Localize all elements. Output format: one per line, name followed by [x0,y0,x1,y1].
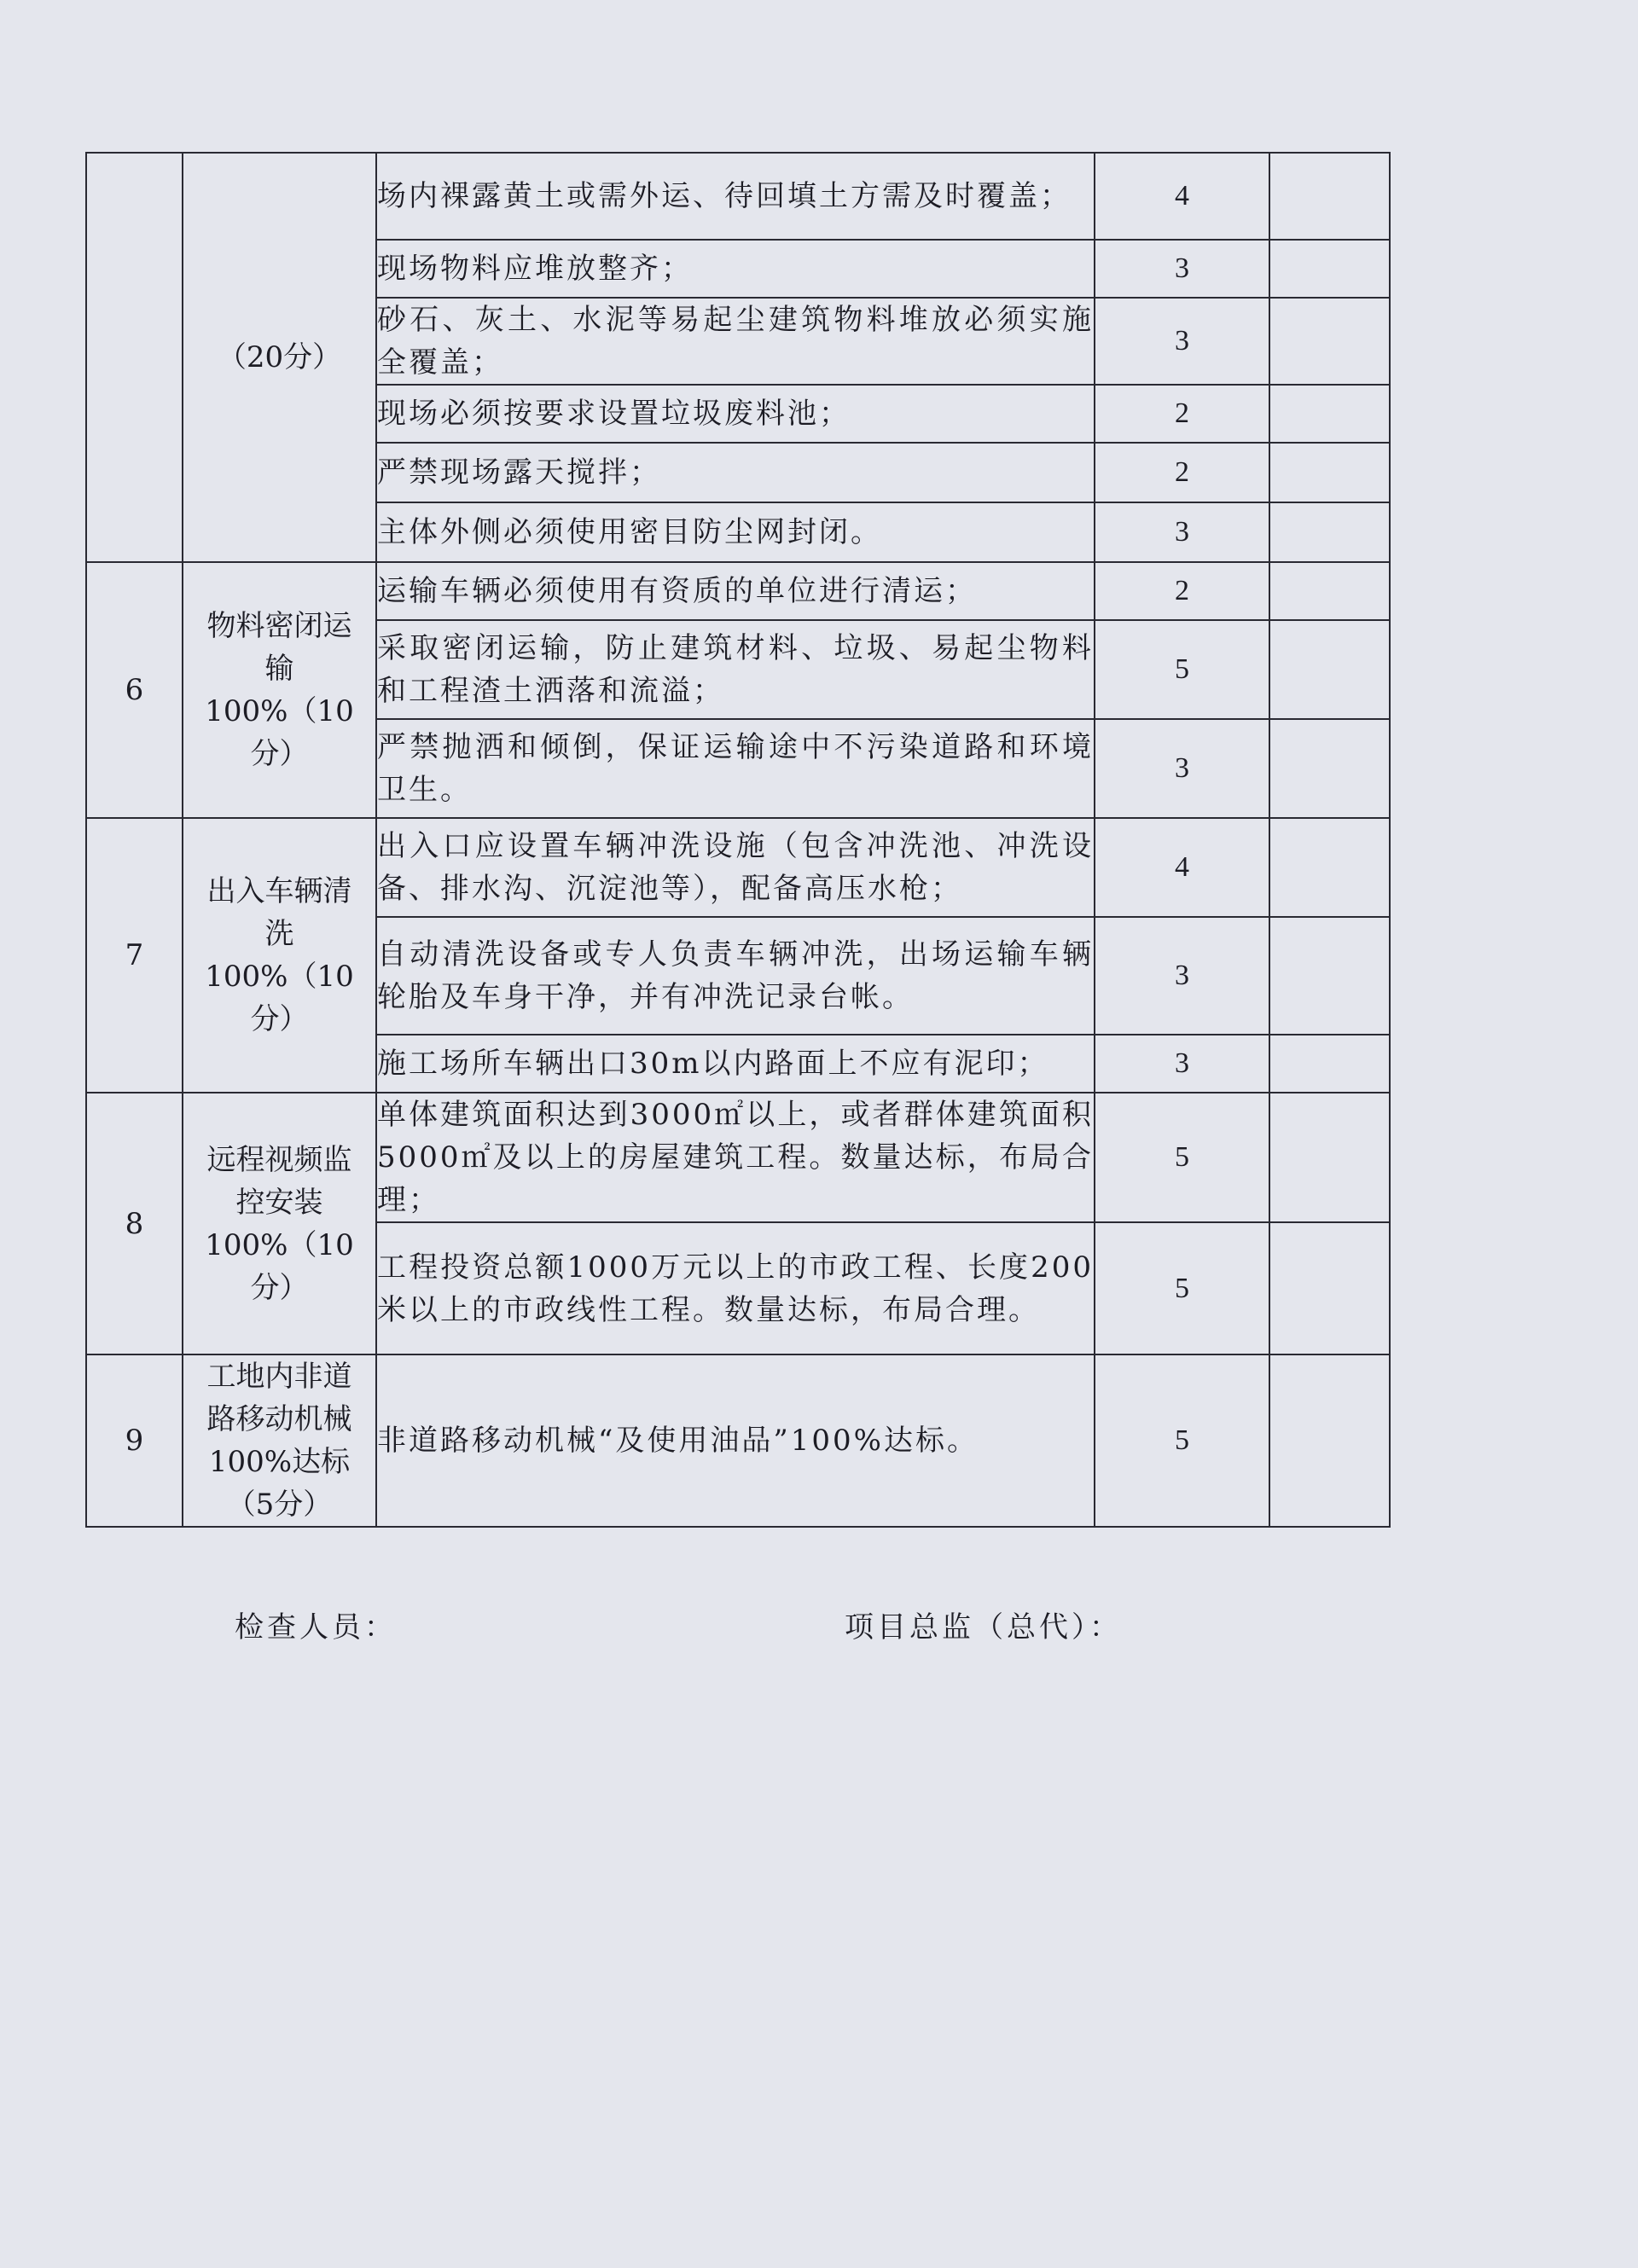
requirement-cell: 自动清洗设备或专人负责车辆冲洗，出场运输车辆轮胎及车身干净，并有冲洗记录台帐。 [376,917,1095,1035]
requirement-cell: 工程投资总额1000万元以上的市政工程、长度200米以上的市政线性工程。数量达标，布局合理。 [376,1222,1095,1354]
category-label: 出入车辆清洗100%（10分） [205,874,354,1036]
requirement-cell: 出入口应设置车辆冲洗设施（包含冲洗池、冲洗设备、排水沟、沉淀池等），配备高压水枪； [376,818,1095,917]
row-number-cell: 7 [86,818,183,1093]
category-cell [183,818,376,1093]
category-label: 工地内非道路移动机械100%达标（5分） [206,1360,352,1522]
category-label: 远程视频监控安装100%（10分） [205,1142,354,1305]
supervisor-label: 项目总监（总代）： [845,1610,1122,1644]
category-cell [183,1354,376,1527]
inspection-table [85,152,1391,1528]
requirement-cell: 严禁现场露天搅拌； [376,443,1095,502]
actual-score-cell[interactable] [1269,385,1390,443]
actual-score-cell[interactable] [1269,917,1390,1035]
row-number-cell: 8 [86,1093,183,1354]
requirement-cell: 单体建筑面积达到3000㎡以上，或者群体建筑面积5000㎡及以上的房屋建筑工程。数量达标，布局合理； [376,1093,1095,1222]
actual-score-cell[interactable] [1269,1222,1390,1354]
actual-score-cell[interactable] [1269,240,1390,298]
table-row [86,562,1390,620]
requirement-cell: 施工场所车辆出口30m以内路面上不应有泥印； [376,1035,1095,1093]
actual-score-cell[interactable] [1269,1035,1390,1093]
row-number-cell: 9 [86,1354,183,1527]
requirement-cell: 砂石、灰土、水泥等易起尘建筑物料堆放必须实施全覆盖； [376,298,1095,385]
inspector-label: 检查人员： [235,1610,397,1644]
score-cell: 2 [1095,562,1269,620]
row-number-cell: 6 [86,562,183,818]
score-cell: 3 [1095,298,1269,385]
score-cell: 5 [1095,1093,1269,1222]
actual-score-cell[interactable] [1269,298,1390,385]
requirement-cell: 主体外侧必须使用密目防尘网封闭。 [376,502,1095,562]
table-row [86,1354,1390,1527]
requirement-cell: 现场必须按要求设置垃圾废料池； [376,385,1095,443]
score-cell: 3 [1095,917,1269,1035]
actual-score-cell[interactable] [1269,1354,1390,1527]
category-label: （20分） [217,340,342,374]
table-row [86,818,1390,917]
score-cell: 2 [1095,385,1269,443]
category-label: 物料密闭运输100%（10分） [205,609,354,771]
actual-score-cell[interactable] [1269,443,1390,502]
requirement-cell: 严禁抛洒和倾倒，保证运输途中不污染道路和环境卫生。 [376,719,1095,818]
requirement-cell: 场内裸露黄土或需外运、待回填土方需及时覆盖； [376,153,1095,240]
actual-score-cell[interactable] [1269,1093,1390,1222]
actual-score-cell[interactable] [1269,562,1390,620]
actual-score-cell[interactable] [1269,620,1390,719]
requirement-cell: 非道路移动机械“及使用油品”100%达标。 [376,1354,1095,1527]
score-cell: 4 [1095,153,1269,240]
actual-score-cell[interactable] [1269,719,1390,818]
table-body [86,153,1390,1527]
score-cell: 2 [1095,443,1269,502]
score-cell: 5 [1095,1354,1269,1527]
category-cell [183,153,376,562]
requirement-cell: 现场物料应堆放整齐； [376,240,1095,298]
requirement-cell: 运输车辆必须使用有资质的单位进行清运； [376,562,1095,620]
score-cell: 3 [1095,719,1269,818]
category-cell [183,1093,376,1354]
actual-score-cell[interactable] [1269,818,1390,917]
score-cell: 5 [1095,1222,1269,1354]
category-cell [183,562,376,818]
table-row [86,153,1390,240]
score-cell: 3 [1095,240,1269,298]
row-number-cell [86,153,183,562]
actual-score-cell[interactable] [1269,502,1390,562]
requirement-cell: 采取密闭运输，防止建筑材料、垃圾、易起尘物料和工程渣土洒落和流溢； [376,620,1095,719]
score-cell: 4 [1095,818,1269,917]
actual-score-cell[interactable] [1269,153,1390,240]
score-cell: 3 [1095,502,1269,562]
score-cell: 5 [1095,620,1269,719]
table-row [86,1093,1390,1222]
score-cell: 3 [1095,1035,1269,1093]
